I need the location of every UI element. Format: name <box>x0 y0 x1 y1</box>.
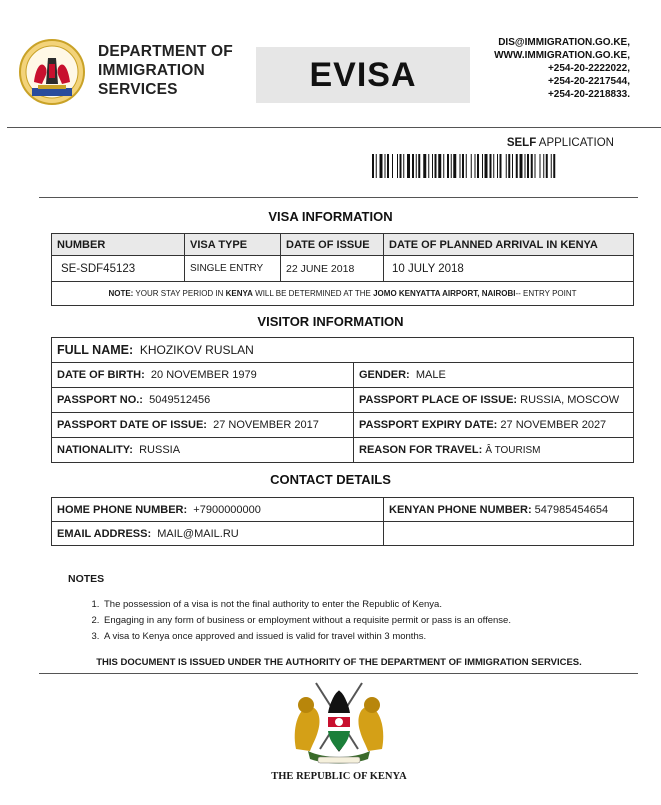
contact-details-table <box>51 497 634 546</box>
department-line: IMMIGRATION <box>98 62 205 79</box>
barcode-bar <box>385 154 386 178</box>
passport-place-cell <box>354 388 634 413</box>
barcode-bar <box>490 154 492 178</box>
barcode-bar <box>520 154 523 178</box>
barcode-bar <box>471 154 472 178</box>
contact-phone: +254-20-2222022, <box>547 63 630 74</box>
list-item: 1. The possession of a visa is not the final authority to enter the Republic of Kenya. <box>102 597 511 613</box>
contact-website: WWW.IMMIGRATION.GO.KE, <box>494 50 630 61</box>
note-kenya: KENYA <box>225 289 253 298</box>
note-airport: JOMO KENYATTA AIRPORT, NAIROBI <box>373 289 516 298</box>
full-name-label: FULL NAME: <box>57 343 134 357</box>
barcode-bar <box>438 154 441 178</box>
full-name-value: KHOZIKOV RUSLAN <box>139 343 254 357</box>
passport-issue-label: PASSPORT DATE OF ISSUE: <box>57 419 207 431</box>
table-row <box>52 338 634 363</box>
department-name <box>98 42 233 99</box>
barcode-bar <box>466 154 467 178</box>
visa-information-title: VISA INFORMATION <box>268 209 393 224</box>
contact-phone: +254-20-2218833. <box>547 89 630 100</box>
barcode-bar <box>418 154 420 178</box>
home-phone-cell <box>52 498 384 522</box>
visa-type: SINGLE ENTRY <box>185 256 281 282</box>
note-text: YOUR STAY PERIOD IN <box>133 289 226 298</box>
barcode-bar <box>443 154 444 178</box>
reason-value: Â TOURISM <box>485 445 541 456</box>
barcode-bar <box>500 154 502 178</box>
reason-label: REASON FOR TRAVEL: <box>359 444 483 456</box>
header-visa-type: VISA TYPE <box>185 234 281 256</box>
coat-of-arms-icon <box>288 679 390 769</box>
date-of-issue: 22 JUNE 2018 <box>281 256 384 282</box>
gender-value: MALE <box>415 369 446 381</box>
evisa-banner <box>256 47 470 103</box>
barcode-bar <box>482 154 483 178</box>
barcode-bar <box>376 154 377 178</box>
table-row <box>52 498 634 522</box>
email-label: EMAIL ADDRESS: <box>57 527 152 540</box>
barcode-bar <box>403 154 404 178</box>
barcode-bar <box>493 154 494 178</box>
passport-place-label: PASSPORT PLACE OF ISSUE: <box>359 394 518 406</box>
department-line: SERVICES <box>98 81 178 98</box>
table-row <box>52 438 634 463</box>
barcode-bar <box>546 154 548 178</box>
barcode-bar <box>531 154 533 178</box>
divider <box>39 673 638 674</box>
barcode-bar <box>497 154 498 178</box>
barcode-bar <box>447 154 449 178</box>
dob-cell <box>52 363 354 388</box>
barcode-bar <box>527 154 529 178</box>
reason-cell <box>354 438 634 463</box>
list-item: 3. A visa to Kenya once approved and issued is valid for travel within 3 months. <box>102 629 511 645</box>
note-label: NOTE: <box>108 289 134 298</box>
gender-cell <box>354 363 634 388</box>
passport-no-label: PASSPORT NO.: <box>57 394 143 406</box>
visitor-information-title: VISITOR INFORMATION <box>257 314 404 329</box>
home-phone-value: +7900000000 <box>193 503 261 516</box>
barcode-bar <box>412 154 414 178</box>
table-row <box>52 256 634 282</box>
barcode-bar <box>432 154 433 178</box>
divider <box>39 197 638 198</box>
department-line: DEPARTMENT OF <box>98 43 233 60</box>
kenyan-phone-cell <box>384 498 634 522</box>
authority-statement: THIS DOCUMENT IS ISSUED UNDER THE AUTHORITY OF THE DEPARTMENT OF IMMIGRATION SERVICES. <box>96 657 582 668</box>
barcode-bar <box>400 154 402 178</box>
barcode-bar <box>516 154 518 178</box>
barcode-bar <box>477 154 479 178</box>
header-date-of-issue: DATE OF ISSUE <box>281 234 384 256</box>
barcode-bar <box>506 154 507 178</box>
application-label: APPLICATION <box>538 137 614 149</box>
kenyan-phone-value: 547985454654 <box>534 503 609 516</box>
barcode-bar <box>553 154 555 178</box>
barcode-bar <box>423 154 426 178</box>
home-phone-label: HOME PHONE NUMBER: <box>57 503 188 516</box>
contact-details-title: CONTACT DETAILS <box>270 472 391 487</box>
passport-issue-cell <box>52 413 354 438</box>
barcode-bar <box>392 154 393 178</box>
barcode-bar <box>508 154 510 178</box>
barcode-bar <box>543 154 544 178</box>
barcode-bar <box>380 154 383 178</box>
notes-list <box>88 597 511 645</box>
note-text: WILL BE DETERMINED AT THE <box>252 289 374 298</box>
application-type <box>507 137 614 149</box>
table-row <box>52 282 634 306</box>
passport-no-cell <box>52 388 354 413</box>
republic-caption: THE REPUBLIC OF KENYA <box>271 771 407 782</box>
barcode-bar <box>460 154 461 178</box>
barcode-bar <box>540 154 541 178</box>
divider <box>7 127 661 128</box>
barcode-bar <box>397 154 398 178</box>
kenyan-phone-label: KENYAN PHONE NUMBER: <box>389 503 532 516</box>
full-name-cell <box>52 338 634 363</box>
contact-phone: +254-20-2217544, <box>547 76 630 87</box>
barcode-bar <box>416 154 417 178</box>
barcode-bar <box>485 154 488 178</box>
visitor-information-table <box>51 337 634 463</box>
barcode-bar <box>451 154 452 178</box>
empty-cell <box>384 522 634 546</box>
gender-label: GENDER: <box>359 369 410 381</box>
dob-value: 20 NOVEMBER 1979 <box>150 369 257 381</box>
barcode-bar <box>428 154 429 178</box>
passport-issue-value: 27 NOVEMBER 2017 <box>213 419 319 431</box>
table-row <box>52 522 634 546</box>
passport-expiry-label: PASSPORT EXPIRY DATE: <box>359 419 498 431</box>
barcode-bar <box>525 154 526 178</box>
barcode-bar <box>551 154 552 178</box>
table-row <box>52 363 634 388</box>
contact-email: DIS@IMMIGRATION.GO.KE, <box>498 37 630 48</box>
barcode-bar <box>512 154 513 178</box>
barcode-bar <box>387 154 389 178</box>
barcode-bar <box>453 154 456 178</box>
passport-no-value: 5049512456 <box>149 394 211 406</box>
nationality-label: NATIONALITY: <box>57 444 133 456</box>
notes-title: NOTES <box>68 573 105 585</box>
visa-information-table <box>51 233 634 306</box>
header-planned-arrival: DATE OF PLANNED ARRIVAL IN KENYA <box>384 234 634 256</box>
stay-period-note <box>52 282 634 306</box>
contact-info <box>494 36 630 101</box>
barcode-bar <box>407 154 410 178</box>
barcode-bar <box>435 154 437 178</box>
dob-label: DATE OF BIRTH: <box>57 369 145 381</box>
header-number: NUMBER <box>52 234 185 256</box>
barcode <box>372 154 614 178</box>
table-row <box>52 413 634 438</box>
email-value: MAIL@MAIL.RU <box>157 527 239 540</box>
email-cell <box>52 522 384 546</box>
self-label: SELF <box>506 137 537 149</box>
table-header-row <box>52 234 634 256</box>
list-item: 2. Engaging in any form of business or employment without a requisite permit or pass is an offense. <box>102 613 511 629</box>
immigration-logo <box>18 38 86 106</box>
passport-expiry-value: 27 NOVEMBER 2027 <box>500 419 607 431</box>
passport-expiry-cell <box>354 413 634 438</box>
barcode-bar <box>535 154 536 178</box>
table-row <box>52 388 634 413</box>
nationality-cell <box>52 438 354 463</box>
barcode-bar <box>475 154 476 178</box>
barcode-bar <box>462 154 464 178</box>
nationality-value: RUSSIA <box>139 444 181 456</box>
passport-place-value: RUSSIA, MOSCOW <box>520 394 620 406</box>
page-title: EVISA <box>309 55 417 94</box>
barcode-bar <box>372 154 374 178</box>
planned-arrival-date: 10 JULY 2018 <box>384 256 634 282</box>
visa-number: SE-SDF45123 <box>52 256 185 282</box>
note-text: -- ENTRY POINT <box>515 289 577 298</box>
